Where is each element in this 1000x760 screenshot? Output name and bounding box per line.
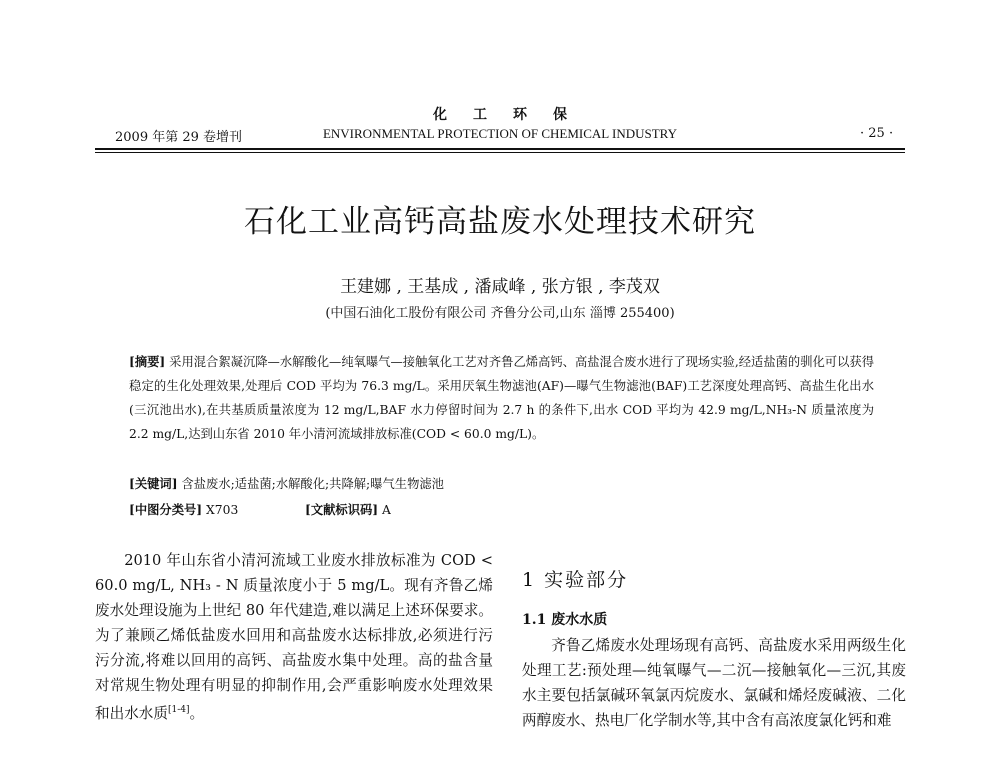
document-code-label: [文献标识码] [305,502,379,517]
abstract-text: 采用混合絮凝沉降—水解酸化—纯氧曝气—接触氧化工艺对齐鲁乙烯高钙、高盐混合废水进行了现场实验,经适盐菌的驯化可以获得稳定的生化处理效果,处理后 COD 平均为 76.3 mg/L。采用厌氧生物滤池(AF)—曝气生物滤池(BAF)工艺深度处理高钙、高盐生化出水(三沉池出水),在共基质质量浓度为 12 mg/L,BAF 水力停留时间为 2.7 h 的条件下,出水 COD 平均为 42.9 mg/L,NH₃-N 质量浓度为 2.2 mg/L,达到山东省 2010 年小清河流域排放标准(COD < 60.0 mg/L)。 [129,355,874,441]
body-right-column [522,633,906,733]
keywords [129,474,874,492]
section-heading: 1 实验部分 [522,569,629,591]
journal-name-cn: 化工环保 [433,107,593,123]
page-number: · 25 · [860,126,894,141]
header-rule-thin [95,152,905,153]
document-code-value: A [382,503,391,517]
classification-number [129,500,238,518]
citation: [1-4] [167,705,190,715]
abstract [129,350,874,446]
article-authors: 王建娜 , 王基成 , 潘咸峰 , 张方银 , 李茂双 [340,277,660,297]
subsection-heading: 1.1 废水水质 [522,612,608,628]
body-left-column [95,548,493,726]
article-affiliation: (中国石油化工股份有限公司 齐鲁分公司,山东 淄博 255400) [325,306,675,321]
intro-paragraph [95,548,493,726]
keywords-text: 含盐废水;适盐菌;水解酸化;共降解;曝气生物滤池 [181,477,444,491]
issue-label: 2009 年第 29 卷增刊 [115,130,243,145]
document-code [305,500,391,518]
intro-text: 2010 年山东省小清河流域工业废水排放标准为 COD < 60.0 mg/L, NH₃ - N 质量浓度小于 5 mg/L。现有齐鲁乙烯废水处理设施为上世纪 80 年代建造,难以满足上述环保要求。为了兼顾乙烯低盐废水回用和高盐废水达标排放,必须进行污污分流,将难以回用的高钙、高盐废水集中处理。高的盐含量对常规生物处理有明显的抑制作用,会严重影响废水处理效果和出水水质 [95,552,493,722]
classification-value: X703 [206,503,239,517]
journal-name-en: ENVIRONMENTAL PROTECTION OF CHEMICAL INDUSTRY [322,126,678,141]
wastewater-paragraph: 齐鲁乙烯废水处理场现有高钙、高盐废水采用两级生化处理工艺:预处理—纯氧曝气—二沉—接触氧化—三沉,其废水主要包括氯碱环氧氯丙烷废水、氯碱和烯烃废碱液、二化两醇废水、热电厂化学制水等,其中含有高浓度氯化钙和难 [522,637,906,729]
header-rule [95,148,905,150]
classification-label: [中图分类号] [129,502,203,517]
article-title: 石化工业高钙高盐废水处理技术研究 [244,204,756,240]
keywords-label: [关键词] [129,476,178,491]
intro-end: 。 [189,704,205,722]
abstract-label: [摘要] [129,354,166,369]
